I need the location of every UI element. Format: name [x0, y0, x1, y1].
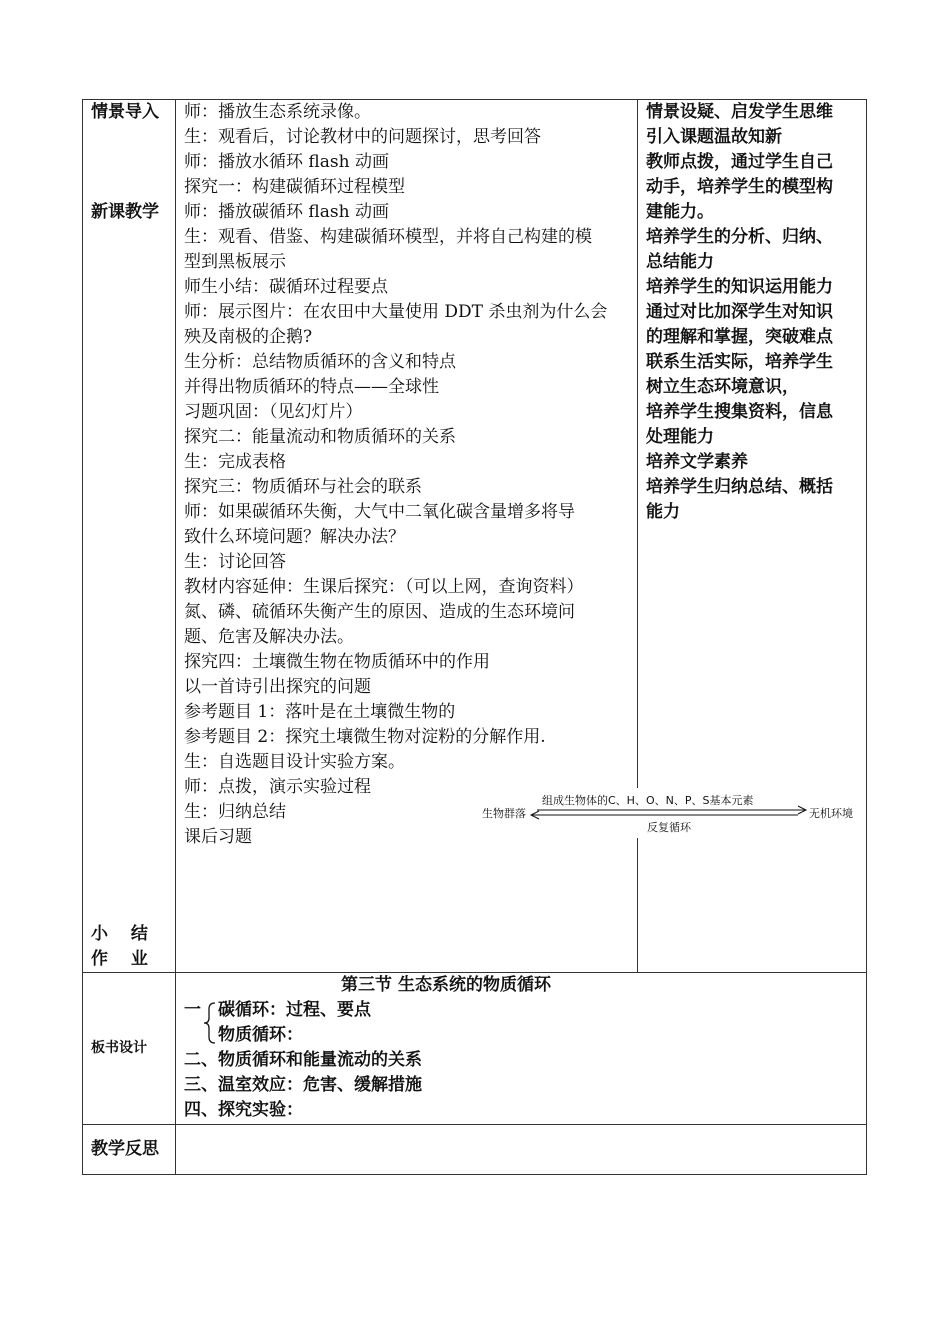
- process-line: 氮、磷、硫循环失衡产生的原因、造成的生态环境问: [184, 602, 575, 622]
- process-line: 师：展示图片：在农田中大量使用 DDT 杀虫剂为什么会: [184, 302, 608, 322]
- process-line: 师：播放生态系统录像。: [184, 102, 371, 122]
- process-line: 师：播放碳循环 flash 动画: [184, 202, 389, 222]
- process-line: 生：观看、借鉴、构建碳循环模型，并将自己构建的模: [184, 227, 592, 247]
- process-line: 探究一：构建碳循环过程模型: [184, 177, 405, 197]
- intent-line: 处理能力: [646, 427, 714, 447]
- intent-line: 培养学生搜集资料，信息: [646, 402, 833, 422]
- board-item-3: 三、温室效应：危害、缓解措施: [184, 1075, 422, 1095]
- intent-line: 培养文学素养: [646, 452, 748, 472]
- board-item-2: 二、物质循环和能量流动的关系: [184, 1050, 422, 1070]
- intent-line: 培养学生的分析、归纳、: [646, 227, 833, 247]
- process-line: 师：播放水循环 flash 动画: [184, 152, 389, 172]
- diagram-top-label: 组成生物体的C、H、O、N、P、S基本元素: [542, 794, 754, 807]
- label-summary: 小 结: [91, 924, 148, 944]
- process-line: 题、危害及解决办法。: [184, 627, 354, 647]
- process-line: 探究二：能量流动和物质循环的关系: [184, 427, 456, 447]
- intent-line: 总结能力: [646, 252, 714, 272]
- intent-line: 教师点拨，通过学生自己: [646, 152, 833, 172]
- process-line: 生：归纳总结: [184, 802, 286, 822]
- reflection-label: 教学反思: [91, 1139, 159, 1159]
- process-line: 以一首诗引出探究的问题: [184, 677, 371, 697]
- process-line: 生：完成表格: [184, 452, 286, 472]
- board-label: 板书设计: [91, 1040, 147, 1056]
- board-item-4: 四、探究实验：: [184, 1100, 303, 1120]
- process-line: 探究三：物质循环与社会的联系: [184, 477, 422, 497]
- process-line: 生：自选题目设计实验方案。: [184, 752, 405, 772]
- process-line: 师：如果碳循环失衡，大气中二氧化碳含量增多将导: [184, 502, 575, 522]
- process-line: 并得出物质循环的特点——全球性: [184, 377, 439, 397]
- process-line: 生：观看后，讨论教材中的问题探讨，思考回答: [184, 127, 541, 147]
- process-line: 殃及南极的企鹅?: [184, 327, 313, 347]
- board-item-1a: 碳循环：过程、要点: [218, 1000, 371, 1020]
- intent-line: 动手，培养学生的模型构: [646, 177, 833, 197]
- process-line: 参考题目 1：落叶是在土壤微生物的: [184, 702, 456, 722]
- label-homework: 作 业: [91, 949, 148, 969]
- process-line: 习题巩固：（见幻灯片）: [184, 402, 363, 422]
- intent-line: 培养学生的知识运用能力: [646, 277, 833, 297]
- process-line: 师：点拨，演示实验过程: [184, 777, 371, 797]
- reflection-label-cell: [83, 1125, 176, 1175]
- process-line: 致什么环境问题？解决办法？: [184, 527, 405, 547]
- board-content-cell: [176, 973, 867, 1125]
- diagram-left-label: 生物群落: [482, 807, 526, 820]
- diagram-bottom-label: 反复循环: [647, 821, 691, 834]
- process-line: 生：讨论回答: [184, 552, 286, 572]
- main-row: [83, 100, 867, 973]
- intent-line: 培养学生归纳总结、概括: [646, 477, 833, 497]
- intent-line: 通过对比加深学生对知识: [646, 302, 833, 322]
- board-title: 第三节 生态系统的物质循环: [341, 975, 551, 995]
- design-intent-list: [638, 100, 866, 525]
- board-item-1b: 物质循环：: [218, 1025, 303, 1045]
- process-line: 参考题目 2：探究土壤微生物对淀粉的分解作用.: [184, 727, 546, 747]
- reflection-row: [83, 1125, 867, 1175]
- reflection-content-cell: [176, 1125, 867, 1175]
- intent-line: 能力: [646, 502, 680, 522]
- process-line: 生分析：总结物质循环的含义和特点: [184, 352, 456, 372]
- lesson-plan-table: [82, 99, 867, 1175]
- intent-line: 引入课题温故知新: [646, 127, 782, 147]
- brace-icon: [203, 1001, 217, 1045]
- board-label-cell: [83, 973, 176, 1125]
- intent-line: 树立生态环境意识，: [646, 377, 799, 397]
- diagram-right-label: 无机环境: [809, 807, 853, 820]
- board-item-1: [176, 998, 866, 1048]
- process-line: 课后习题: [184, 827, 252, 847]
- process-line: 型到黑板展示: [184, 252, 286, 272]
- board-row: [83, 973, 867, 1125]
- board-item-1-prefix: 一: [184, 1000, 201, 1020]
- process-line: 探究四：土壤微生物在物质循环中的作用: [184, 652, 490, 672]
- process-line: 教材内容延伸：生课后探究：（可以上网，查询资料）: [184, 577, 584, 597]
- design-intent-cell: [638, 100, 867, 973]
- label-intro: 情景导入: [91, 102, 159, 122]
- matter-cycle-diagram: [480, 788, 865, 838]
- teaching-process-list: [176, 100, 637, 850]
- intent-line: 的理解和掌握，突破难点: [646, 327, 833, 347]
- teaching-process-cell: [176, 100, 638, 973]
- stage-label-cell: [83, 100, 176, 973]
- intent-line: 联系生活实际，培养学生: [646, 352, 833, 372]
- intent-line: 情景设疑、启发学生思维: [646, 102, 833, 122]
- intent-line: 建能力。: [646, 202, 714, 222]
- process-line: 师生小结：碳循环过程要点: [184, 277, 388, 297]
- label-new-lesson: 新课教学: [91, 202, 159, 222]
